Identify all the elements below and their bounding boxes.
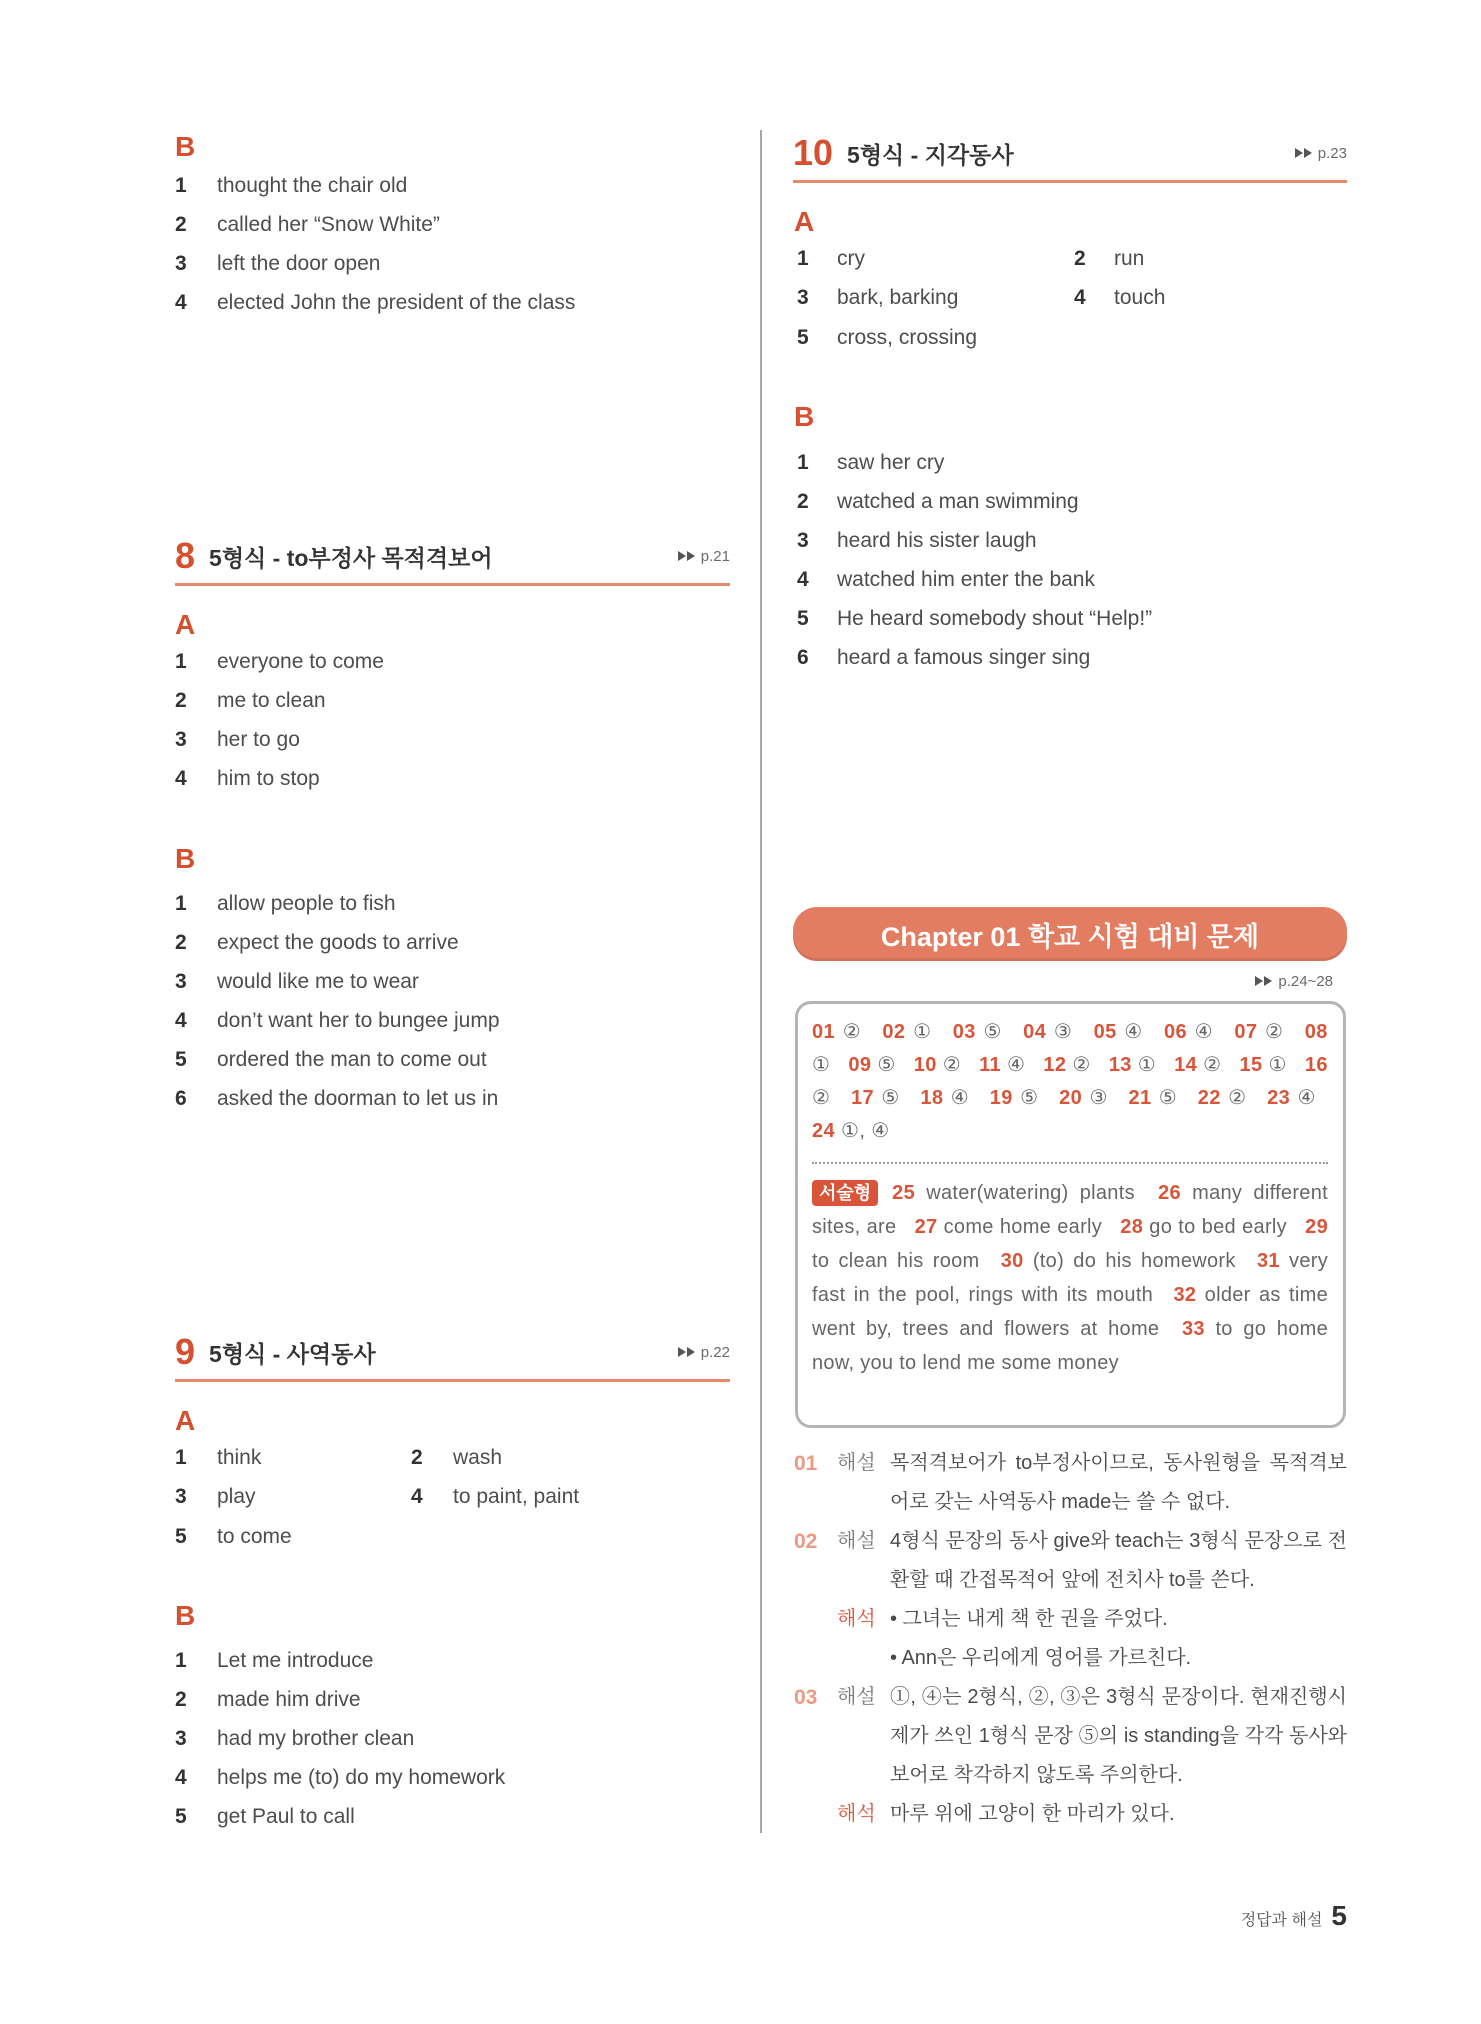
section-title: 5형식 - 지각동사 — [847, 141, 1014, 168]
item-answer: Let me introduce — [217, 1648, 374, 1672]
item-number: 2 — [1074, 246, 1086, 270]
item-number: 4 — [1074, 286, 1086, 310]
item-number: 2 — [175, 930, 187, 954]
answer-item — [1023, 1021, 1086, 1043]
section10-part-a-heading: A — [794, 206, 815, 237]
answer-item — [1094, 1021, 1157, 1043]
double-arrow-icon — [678, 551, 686, 561]
explanation-item — [794, 1444, 1347, 1522]
item-answer: to come — [217, 1524, 292, 1548]
question-number: 10 — [913, 1054, 937, 1076]
item-number: 2 — [175, 212, 187, 236]
item-answer: called her “Snow White” — [217, 212, 440, 236]
chapter-page-reference — [1255, 971, 1333, 991]
item-answer: expect the goods to arrive — [217, 930, 459, 954]
item-answer: asked the doorman to let us in — [217, 1086, 499, 1110]
item-answer: made him drive — [217, 1687, 361, 1711]
answer-row — [797, 443, 1357, 482]
question-number: 03 — [952, 1021, 976, 1043]
answer-value: ② — [1228, 1087, 1248, 1109]
item-number: 5 — [797, 606, 809, 630]
answer-item — [1043, 1054, 1102, 1076]
item-number: 1 — [797, 450, 809, 474]
item-number: 4 — [411, 1485, 423, 1509]
item-number: 4 — [175, 290, 187, 314]
answer-row — [1074, 279, 1351, 319]
translation-text: 마루 위에 고양이 한 마리가 있다. — [890, 1803, 1175, 1825]
section8-part-b-list — [175, 884, 735, 1118]
section8-part-b-heading: B — [175, 843, 196, 874]
double-arrow-icon — [687, 1347, 695, 1357]
translation-text: • Ann은 우리에게 영어를 가르친다. — [890, 1647, 1192, 1669]
answer-value: ⑤ — [881, 1087, 902, 1109]
question-number: 15 — [1239, 1054, 1263, 1076]
answer-row — [175, 1797, 735, 1836]
explanation-item — [794, 1522, 1347, 1600]
question-number: 18 — [920, 1087, 944, 1109]
question-number: 33 — [1181, 1318, 1205, 1340]
item-answer: thought the chair old — [217, 173, 408, 197]
answer-value: ② — [1072, 1054, 1091, 1076]
answer-item — [812, 1021, 875, 1043]
answer-item — [1059, 1087, 1121, 1109]
answer-row — [175, 166, 735, 205]
item-answer: me to clean — [217, 688, 326, 712]
section-title: 5형식 - 사역동사 — [209, 1340, 376, 1367]
answer-row — [175, 1438, 411, 1478]
answer-item — [1234, 1021, 1297, 1043]
question-number: 06 — [1163, 1021, 1187, 1043]
answer-value: ④ — [950, 1087, 971, 1109]
explanation-number: 02 — [794, 1530, 818, 1553]
item-number: 4 — [175, 1008, 187, 1032]
question-number: 28 — [1120, 1216, 1144, 1238]
double-arrow-icon — [687, 551, 695, 561]
double-arrow-icon — [1255, 976, 1263, 986]
answer-item — [979, 1054, 1037, 1076]
answer-row — [175, 1641, 735, 1680]
item-answer: run — [1114, 246, 1145, 270]
written-answer-badge: 서술형 — [812, 1180, 878, 1206]
answer-value: go to bed early — [1149, 1216, 1287, 1238]
answer-value: ④ — [1194, 1021, 1215, 1043]
answer-item — [1267, 1087, 1328, 1109]
item-answer: get Paul to call — [217, 1804, 355, 1828]
column-divider — [760, 130, 762, 1833]
answer-row — [175, 1680, 735, 1719]
item-number: 5 — [797, 325, 809, 349]
item-answer: to paint, paint — [453, 1485, 580, 1509]
answer-item — [1240, 1054, 1299, 1076]
item-number: 5 — [175, 1047, 187, 1071]
item-answer: ordered the man to come out — [217, 1047, 487, 1071]
answer-item — [848, 1054, 907, 1076]
page-reference — [678, 548, 730, 565]
section10-header — [793, 126, 1347, 183]
item-answer: heard a famous singer sing — [837, 645, 1091, 669]
answer-value: ② — [1203, 1054, 1222, 1076]
answer-item — [1198, 1087, 1260, 1109]
answer-value: ⑤ — [1020, 1087, 1040, 1109]
section10-part-a-grid — [797, 239, 1351, 358]
explanation-item — [794, 1678, 1347, 1795]
question-number: 09 — [848, 1054, 872, 1076]
section8-header — [175, 529, 730, 586]
answer-row — [411, 1438, 647, 1478]
item-answer: cross, crossing — [837, 325, 978, 349]
page-number: 5 — [1331, 1900, 1347, 1931]
page-reference — [678, 1344, 730, 1361]
answer-row — [175, 283, 735, 322]
answer-value: ③ — [1053, 1021, 1074, 1043]
section8-part-a-list — [175, 642, 735, 798]
answer-row — [175, 1040, 735, 1079]
item-number: 2 — [797, 489, 809, 513]
item-number: 6 — [175, 1086, 187, 1110]
question-number: 13 — [1108, 1054, 1132, 1076]
question-number: 14 — [1174, 1054, 1198, 1076]
question-number: 02 — [882, 1021, 906, 1043]
double-arrow-icon — [1295, 148, 1303, 158]
explanation-label: 해설 — [837, 1452, 876, 1474]
answer-item — [1128, 1087, 1190, 1109]
page-reference-text: p.24~28 — [1278, 972, 1333, 990]
chapter-test-banner — [793, 907, 1347, 961]
translation-label: 해석 — [837, 1608, 876, 1630]
item-answer: cry — [837, 246, 865, 270]
answer-value: older as time went by, trees and flowers at home — [812, 1284, 1329, 1340]
answer-value: ⑤ — [1158, 1087, 1179, 1109]
answer-row — [797, 239, 1074, 279]
section7-part-b-heading: B — [175, 131, 196, 162]
section9-part-b-heading: B — [175, 1600, 196, 1631]
item-number: 1 — [175, 1648, 187, 1672]
item-number: 3 — [175, 969, 187, 993]
spacer — [794, 1795, 837, 1834]
answer-value: to go home now, you to lend me some money — [812, 1318, 1328, 1374]
double-arrow-icon — [678, 1347, 686, 1357]
item-answer: everyone to come — [217, 649, 384, 673]
section10-part-b-list — [797, 443, 1357, 677]
item-answer: left the door open — [217, 251, 381, 275]
item-answer: wash — [453, 1445, 503, 1469]
answer-row — [797, 482, 1357, 521]
answer-value: ② — [942, 1054, 962, 1076]
item-answer: He heard somebody shout “Help!” — [837, 606, 1153, 630]
answer-row — [175, 1758, 735, 1797]
page-footer — [1241, 1900, 1347, 1940]
item-answer: helps me (to) do my homework — [217, 1765, 506, 1789]
question-number: 22 — [1197, 1087, 1221, 1109]
explanation-text: 4형식 문장의 동사 give와 teach는 3형식 문장으로 전환할 때 간접목적어 앞에 전치사 to를 쓴다. — [890, 1530, 1347, 1591]
answer-row — [797, 599, 1357, 638]
answer-value: ① — [913, 1021, 934, 1043]
answer-key-box — [795, 1001, 1346, 1428]
answer-row — [175, 1719, 735, 1758]
item-number: 2 — [175, 1687, 187, 1711]
item-number: 3 — [175, 727, 187, 751]
answer-row — [797, 318, 1074, 358]
answer-value: ⑤ — [877, 1054, 896, 1076]
answer-row — [175, 923, 735, 962]
item-answer: saw her cry — [837, 450, 945, 474]
answer-value: water(watering) plants — [926, 1182, 1135, 1204]
answer-item — [1120, 1216, 1299, 1238]
question-number: 27 — [914, 1216, 938, 1238]
explanation-number: 01 — [794, 1452, 818, 1475]
question-number: 20 — [1059, 1087, 1083, 1109]
item-number: 5 — [175, 1804, 187, 1828]
footer-label: 정답과 해설 — [1240, 1912, 1323, 1929]
answer-item — [920, 1087, 982, 1109]
item-number: 3 — [175, 251, 187, 275]
answer-row — [175, 962, 735, 1001]
answer-value: ①, ④ — [841, 1120, 890, 1142]
item-answer: had my brother clean — [217, 1726, 415, 1750]
item-answer: watched him enter the bank — [837, 567, 1095, 591]
item-number: 5 — [175, 1524, 187, 1548]
explanation-text: ①, ④는 2형식, ②, ③은 3형식 문장이다. 현재진행시제가 쓰인 1형식 문장 ⑤의 is standing을 각각 동사와 보어로 착각하지 않도록 주의한다. — [890, 1686, 1347, 1786]
section-number: 9 — [175, 1331, 196, 1372]
item-answer: play — [217, 1485, 256, 1509]
section7-part-b-list — [175, 166, 735, 322]
item-answer: heard his sister laugh — [837, 528, 1037, 552]
answer-item — [882, 1021, 945, 1043]
answer-row — [175, 681, 735, 720]
answer-value: very fast in the pool, rings with its mouth — [812, 1250, 1329, 1306]
item-number: 1 — [175, 1445, 187, 1469]
question-number: 21 — [1128, 1087, 1152, 1109]
section-title: 5형식 - to부정사 목적격보어 — [209, 544, 493, 571]
item-answer: allow people to fish — [217, 891, 396, 915]
answer-value: ② — [812, 1087, 832, 1109]
answer-value: ② — [1265, 1021, 1286, 1043]
answer-value: ① — [1137, 1054, 1157, 1076]
answer-item — [915, 1216, 1115, 1238]
answer-value: to clean his room — [812, 1250, 980, 1272]
question-number: 30 — [1000, 1250, 1024, 1272]
answer-item — [990, 1087, 1052, 1109]
translation-lines — [890, 1795, 1347, 1834]
item-number: 3 — [175, 1485, 187, 1509]
explanation-number: 03 — [794, 1686, 818, 1709]
answer-row — [175, 884, 735, 923]
chapter-test-title: Chapter 01 학교 시험 대비 문제 — [880, 921, 1260, 952]
item-answer: him to stop — [217, 766, 320, 790]
item-number: 3 — [797, 286, 809, 310]
item-number: 1 — [175, 891, 187, 915]
question-number: 08 — [1304, 1021, 1328, 1043]
translation-item — [794, 1600, 1347, 1678]
answer-item — [812, 1120, 902, 1142]
answer-item — [892, 1182, 1147, 1204]
translation-text: • 그녀는 내게 책 한 권을 주었다. — [890, 1608, 1168, 1630]
question-number: 16 — [1304, 1054, 1328, 1076]
section9-part-b-list — [175, 1641, 735, 1836]
item-number: 2 — [411, 1445, 423, 1469]
answer-value: ④ — [1297, 1087, 1316, 1109]
answer-item — [1001, 1250, 1248, 1272]
written-answers — [812, 1176, 1328, 1380]
item-answer: think — [217, 1445, 262, 1469]
translation-label: 해석 — [837, 1803, 876, 1825]
item-number: 3 — [175, 1726, 187, 1750]
answer-row — [175, 642, 735, 681]
translation-item — [794, 1795, 1347, 1834]
section-number: 8 — [175, 535, 196, 576]
answer-item — [953, 1021, 1016, 1043]
answer-row — [175, 205, 735, 244]
question-number: 26 — [1158, 1182, 1181, 1204]
answer-row — [175, 1001, 735, 1040]
section9-header — [175, 1325, 730, 1382]
answer-value: ② — [842, 1021, 863, 1043]
answer-item — [851, 1087, 913, 1109]
section8-part-a-heading: A — [175, 609, 196, 640]
answer-row — [175, 1478, 411, 1518]
answer-row — [797, 279, 1074, 319]
translation-lines — [890, 1600, 1347, 1678]
question-number: 31 — [1256, 1250, 1280, 1272]
section9-part-a-grid — [175, 1438, 647, 1557]
page-reference-text: p.21 — [700, 547, 730, 565]
explanations — [794, 1444, 1347, 1834]
answer-row — [797, 560, 1357, 599]
item-answer: bark, barking — [837, 286, 959, 310]
question-number: 17 — [851, 1087, 875, 1109]
double-arrow-icon — [1304, 148, 1312, 158]
answer-value: ① — [812, 1054, 831, 1076]
item-number: 6 — [797, 645, 809, 669]
answer-item — [1164, 1021, 1227, 1043]
page-reference — [1295, 145, 1347, 162]
item-answer: touch — [1114, 286, 1166, 310]
question-number: 23 — [1267, 1087, 1291, 1109]
section10-part-b-heading: B — [794, 401, 815, 432]
item-number: 2 — [175, 688, 187, 712]
answer-row — [797, 521, 1357, 560]
answer-row — [175, 1079, 735, 1118]
question-number: 07 — [1234, 1021, 1258, 1043]
item-answer: don’t want her to bungee jump — [217, 1008, 500, 1032]
item-answer: watched a man swimming — [837, 489, 1079, 513]
item-number: 1 — [797, 246, 809, 270]
answer-row — [175, 759, 735, 798]
answer-row — [175, 1517, 411, 1557]
double-arrow-icon — [1264, 976, 1272, 986]
answer-row — [175, 244, 735, 283]
answer-item — [1174, 1054, 1233, 1076]
answer-value: ⑤ — [983, 1021, 1004, 1043]
item-number: 4 — [175, 766, 187, 790]
question-number: 11 — [979, 1054, 1002, 1076]
item-answer: her to go — [217, 727, 300, 751]
answer-value: (to) do his homework — [1032, 1250, 1236, 1272]
section-number: 10 — [793, 132, 834, 173]
spacer — [794, 1600, 837, 1678]
question-number: 24 — [812, 1120, 836, 1142]
dotted-separator — [812, 1162, 1328, 1164]
question-number: 25 — [892, 1182, 916, 1204]
question-number: 05 — [1093, 1021, 1117, 1043]
item-number: 3 — [797, 528, 809, 552]
answer-value: ③ — [1089, 1087, 1110, 1109]
question-number: 32 — [1173, 1284, 1197, 1306]
answer-row — [797, 638, 1357, 677]
multiple-choice-answers — [812, 1016, 1328, 1148]
question-number: 29 — [1305, 1216, 1328, 1238]
item-number: 1 — [175, 173, 187, 197]
question-number: 04 — [1023, 1021, 1047, 1043]
item-number: 1 — [175, 649, 187, 673]
item-answer: elected John the president of the class — [217, 290, 576, 314]
answer-value: ④ — [1124, 1021, 1145, 1043]
answer-item — [914, 1054, 973, 1076]
answer-item — [1109, 1054, 1168, 1076]
explanation-text: 목적격보어가 to부정사이므로, 동사원형을 목적격보어로 갖는 사역동사 made는 쓸 수 없다. — [890, 1452, 1347, 1513]
question-number: 12 — [1043, 1054, 1067, 1076]
explanation-label: 해설 — [837, 1686, 876, 1708]
page-reference-text: p.23 — [1317, 144, 1347, 162]
answer-row — [1074, 239, 1351, 279]
question-number: 01 — [812, 1021, 836, 1043]
answer-value: many different sites, are — [812, 1182, 1329, 1238]
item-number: 4 — [175, 1765, 187, 1789]
answer-value: ① — [1268, 1054, 1287, 1076]
answer-row — [411, 1478, 647, 1518]
item-answer: would like me to wear — [217, 969, 419, 993]
answer-row — [175, 720, 735, 759]
answer-value: come home early — [943, 1216, 1103, 1238]
section9-part-a-heading: A — [175, 1405, 196, 1436]
item-number: 4 — [797, 567, 809, 591]
answer-value: ④ — [1007, 1054, 1026, 1076]
explanation-label: 해설 — [837, 1530, 876, 1552]
question-number: 19 — [989, 1087, 1013, 1109]
page-reference-text: p.22 — [700, 1343, 730, 1361]
